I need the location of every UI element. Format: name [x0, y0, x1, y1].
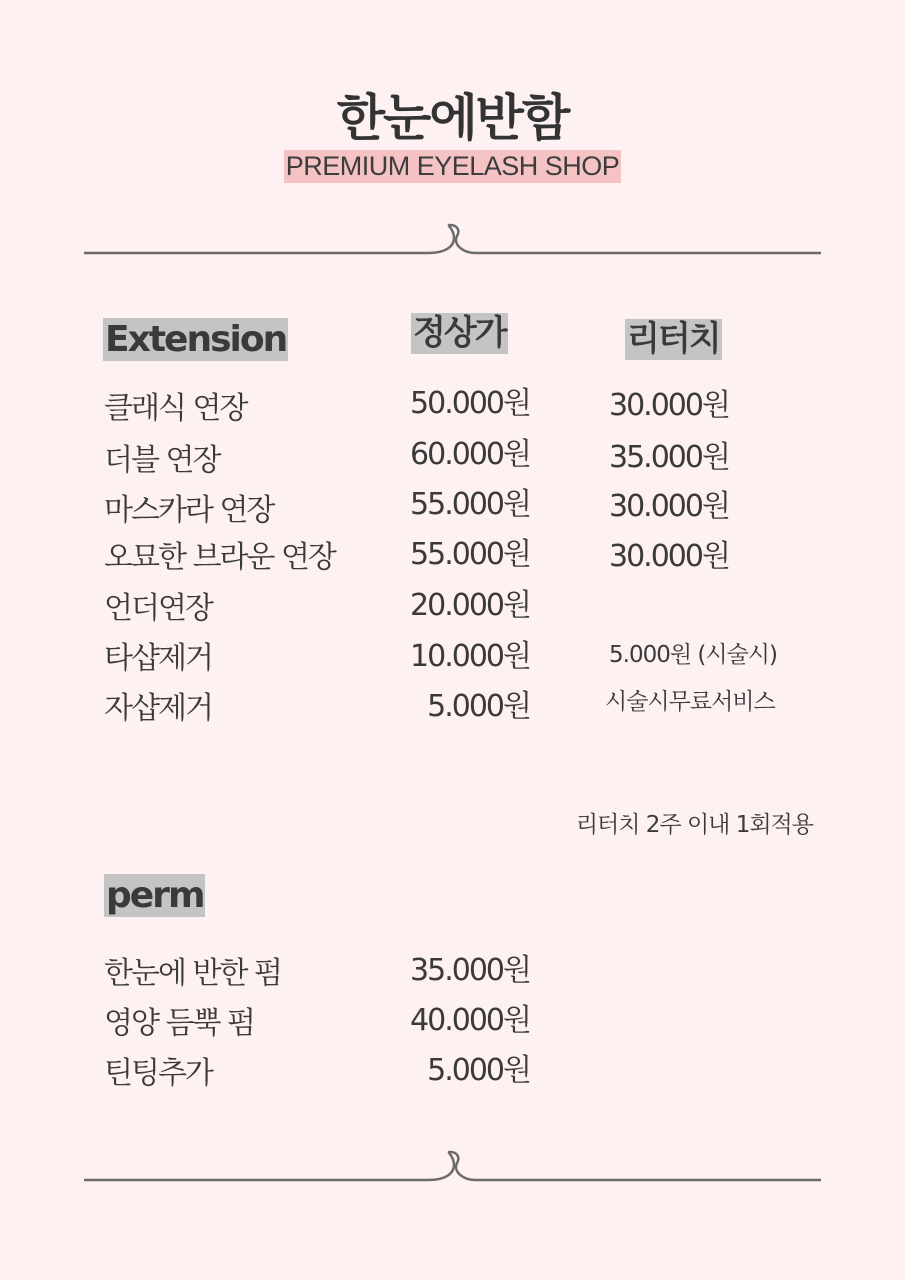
perm-item-3-price: 5.000원: [427, 1053, 530, 1088]
shop-subtitle: PREMIUM EYELASH SHOP: [285, 151, 620, 181]
extension-label: Extension: [105, 319, 287, 360]
ext-item-4-retouch: 30.000원: [609, 539, 729, 574]
perm-item-2-name: 영양 듬뿍 펌: [104, 1006, 254, 1041]
ext-item-3-retouch: 30.000원: [609, 489, 729, 524]
ext-item-7-name: 자샵제거: [104, 691, 212, 726]
ext-item-6-retouch: 5.000원 (시술시): [609, 642, 777, 668]
ext-item-5-price: 20.000원: [410, 588, 530, 623]
col-retouch-price: 리터치: [627, 319, 720, 359]
perm-item-1-price: 35.000원: [410, 953, 530, 988]
ext-item-6-name: 타샵제거: [104, 641, 212, 676]
ext-item-5-name: 언더연장: [104, 591, 212, 626]
top-divider: [84, 222, 821, 262]
subtitle-wrap: [0, 150, 905, 183]
ext-item-1-name: 클래식 연장: [104, 391, 247, 426]
ext-item-4-price: 55.000원: [410, 537, 530, 572]
perm-item-3-name: 틴팅추가: [104, 1056, 212, 1091]
retouch-note: 리터치 2주 이내 1회적용: [575, 812, 813, 838]
ext-item-3-name: 마스카라 연장: [104, 493, 274, 528]
ext-item-4-name: 오묘한 브라운 연장: [104, 540, 335, 575]
ext-item-2-price: 60.000원: [410, 437, 530, 472]
ext-item-3-price: 55.000원: [410, 487, 530, 522]
ext-item-1-retouch: 30.000원: [609, 388, 729, 423]
ext-item-2-retouch: 35.000원: [609, 440, 729, 475]
ext-item-7-price: 5.000원: [427, 689, 530, 724]
perm-label: perm: [106, 875, 204, 916]
shop-title: 한눈에반함: [336, 89, 569, 147]
col-regular-price: 정상가: [413, 313, 506, 353]
perm-item-1-name: 한눈에 반한 펌: [104, 956, 281, 991]
perm-item-2-price: 40.000원: [410, 1003, 530, 1038]
ext-item-1-price: 50.000원: [410, 386, 530, 421]
ext-item-7-retouch: 시술시무료서비스: [605, 689, 775, 715]
bottom-divider: [84, 1149, 821, 1189]
ext-item-2-name: 더블 연장: [104, 443, 220, 478]
ext-item-6-price: 10.000원: [410, 639, 530, 674]
